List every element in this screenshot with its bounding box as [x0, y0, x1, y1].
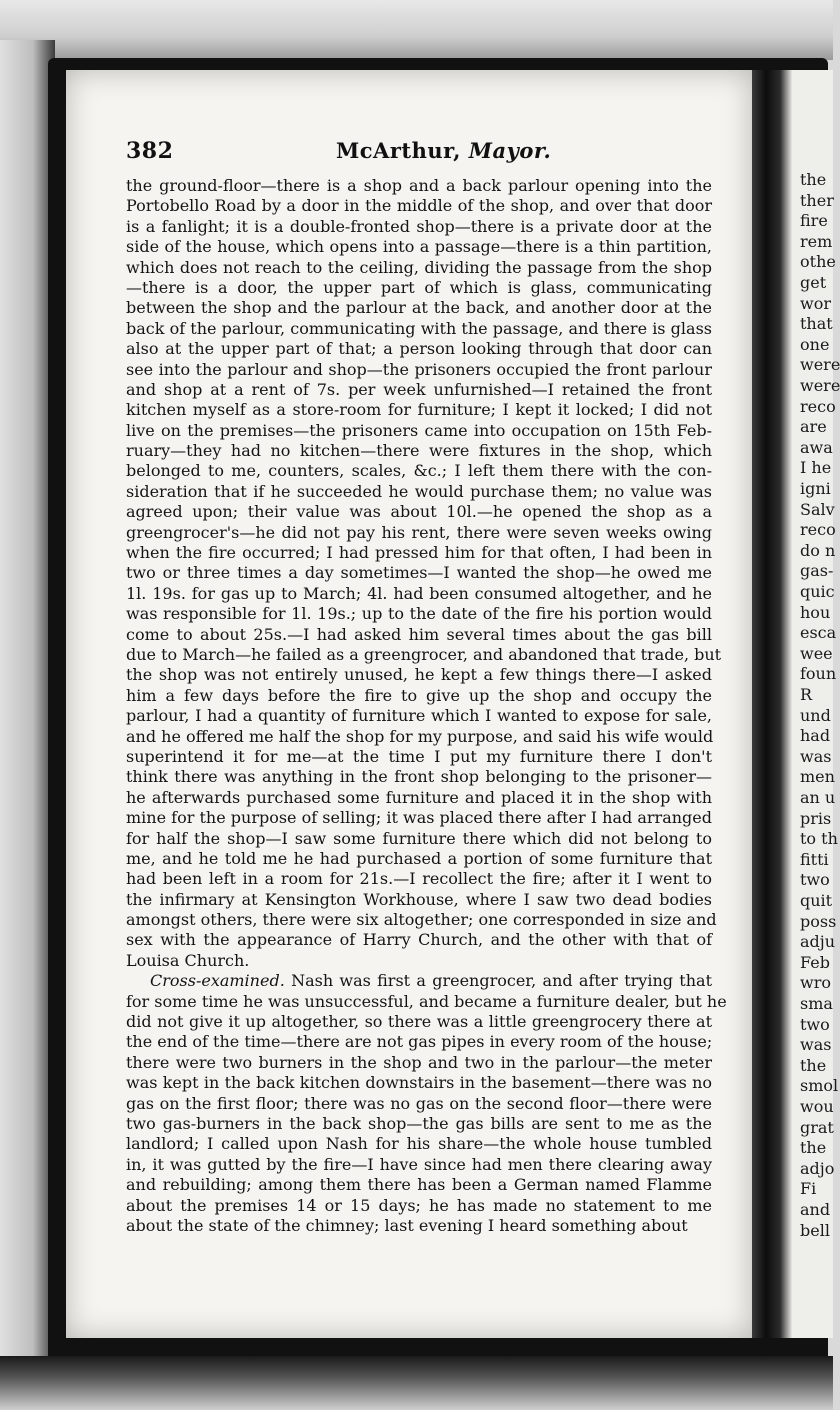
text-line: the ground-floor—there is a shop and a back parlour opening into the [126, 176, 712, 195]
text-line: greengrocer's—he did not pay his rent, there were seven weeks owing [126, 522, 712, 542]
text-line: see into the parlour and shop—the prisoners occupied the front parlour [126, 359, 712, 379]
facing-page-fragment: esca [800, 623, 837, 643]
text-line: mine for the purpose of selling; it was placed there after I had arranged [126, 808, 712, 828]
text-line: 1l. 19s. for gas up to March; 4l. had been consumed altogether, and he [126, 583, 712, 603]
facing-page-fragment: adju [800, 932, 836, 952]
facing-page-fragment: I he [800, 458, 832, 478]
facing-page-fragment: an u [800, 788, 836, 807]
facing-page-fragment: were [800, 376, 840, 395]
text-line: the end of the time—there are not gas pipes in every room of the house; [126, 1032, 713, 1052]
scan-bottom-margin [0, 1356, 833, 1410]
facing-page-fragment: two [800, 870, 830, 890]
text-line: kitchen myself as a store-room for furniture; I kept it locked; I did not [126, 400, 712, 420]
text-line: come to about 25s.—I had asked him several times about the gas bill [126, 624, 712, 644]
text-line: is a fanlight; it is a double-fronted shop—there is a private door at the [126, 216, 712, 236]
facing-page-fragment: and [800, 1200, 831, 1219]
facing-page-fragment: wor [800, 293, 831, 313]
facing-page-fragment: bell [800, 1220, 830, 1240]
text-line: Portobello Road by a door in the middle of the shop, and over that door [126, 196, 712, 216]
text-line: ruary—they had no kitchen—there were fixtures in the shop, which [126, 441, 712, 461]
facing-page-fragment: quic [800, 582, 835, 601]
running-head [336, 138, 551, 163]
facing-page-fragment: sma [800, 994, 833, 1013]
facing-page-fragment: hou [800, 602, 831, 622]
facing-page-fragment: were [800, 355, 840, 375]
text-line: due to March—he failed as a greengrocer, and abandoned that trade, but [126, 644, 722, 664]
facing-page-fragment: Fi [800, 1179, 817, 1199]
body-text [126, 176, 727, 1236]
facing-page-fragment: get [800, 273, 827, 292]
text-line: belonged to me, counters, scales, &c.; I left them there with the con- [126, 461, 712, 481]
facing-page-fragment: that [800, 314, 833, 334]
text-line: and shop at a rent of 7s. per week unfurnished—I retained the front [126, 379, 712, 399]
text-line: which does not reach to the ceiling, dividing the passage from the shop [126, 257, 712, 277]
text-line: and he offered me half the shop for my purpose, and said his wife would [126, 726, 714, 746]
text-line: sex with the appearance of Harry Church, and the other with that of [126, 930, 712, 950]
facing-page-fragment: the [800, 1138, 827, 1158]
text-line: —there is a door, the upper part of which is glass, communicating [126, 277, 712, 297]
text-line: me, and he told me he had purchased a portion of some furniture that [126, 848, 712, 868]
facing-page-fragment: wee [800, 643, 833, 663]
running-head-name: McArthur, [336, 138, 461, 163]
facing-page-fragment: the [800, 170, 827, 189]
text-line: two or three times a day sometimes—I wanted the shop—he owed me [126, 563, 712, 583]
facing-page-edge [792, 70, 840, 1338]
text-line: agreed upon; their value was about 10l.—he opened the shop as a [126, 502, 712, 522]
facing-page-fragment: the [800, 1055, 827, 1075]
facing-page-fragment: foun [800, 664, 837, 684]
text-line: the shop was not entirely unused, he kept a few things there—I asked [126, 665, 712, 685]
facing-page-fragment: to th [800, 829, 838, 849]
facing-page-fragment: fitti [800, 849, 829, 869]
text-line: live on the premises—the prisoners came into occupation on 15th Feb- [126, 420, 712, 440]
text-line: two gas-burners in the back shop—the gas bills are sent to me as the [126, 1113, 712, 1133]
text-line: side of the house, which opens into a passage—there is a thin partition, [126, 237, 712, 257]
text-line: Louisa Church. [126, 950, 250, 970]
scan-left-edge [0, 40, 55, 1370]
text-line: amongst others, there were six altogether; one corresponded in size and [126, 910, 717, 930]
facing-page-fragment: adjo [800, 1158, 835, 1178]
facing-page-fragment: rem [800, 231, 833, 251]
text-line: was responsible for 1l. 19s.; up to the date of the fire his portion would [126, 604, 712, 624]
facing-page-fragment: quit [800, 891, 833, 910]
text-line: about the state of the chimney; last evening I heard something about [126, 1215, 688, 1235]
text-line: the infirmary at Kensington Workhouse, where I saw two dead bodies [126, 889, 712, 909]
facing-page-fragment: was [800, 746, 832, 766]
facing-page-fragment: one [800, 334, 830, 354]
facing-page-fragment: fire [800, 211, 828, 231]
facing-page-fragment: are [800, 417, 827, 437]
text-line: between the shop and the parlour at the back, and another door at the [126, 298, 712, 318]
facing-page-fragment: othe [800, 252, 836, 272]
cross-examined-label: Cross-examined. [150, 971, 285, 991]
text-line: superintend it for me—at the time I put my furniture there I don't [126, 746, 712, 766]
facing-page-fragment: two [800, 1014, 830, 1034]
text-line: about the premises 14 or 15 days; he has made no statement to me [126, 1195, 712, 1215]
text-line: sideration that if he succeeded he would purchase them; no value was [126, 481, 712, 501]
facing-page-fragment: smol [800, 1076, 839, 1096]
text-line: in, it was gutted by the fire—I have since had men there clearing away [126, 1154, 712, 1174]
cross-examined-text: Nash was first a greengrocer, and after trying that [284, 971, 712, 991]
facing-page-fragment: reco [800, 396, 836, 416]
facing-page-fragment: awa [800, 437, 833, 457]
text-line: also at the upper part of that; a person looking through that door can [126, 339, 712, 359]
facing-page-fragment: ther [800, 190, 834, 210]
facing-page-fragment: Feb [800, 952, 830, 972]
running-head-title: Mayor. [468, 138, 552, 163]
facing-page-fragment: R [800, 685, 813, 704]
text-line: did not give it up altogether, so there was a little greengrocery there at [126, 1012, 712, 1032]
text-line: gas on the first floor; there was no gas on the second floor—there were [126, 1093, 712, 1113]
facing-page-fragment: Salv [800, 499, 835, 519]
facing-page-fragment: igni [800, 479, 831, 498]
text-line: him a few days before the fire to give up the shop and occupy the [126, 685, 712, 705]
text-line: he afterwards purchased some furniture and placed it in the shop with [126, 787, 712, 807]
facing-page-fragment: reco [800, 520, 836, 540]
facing-page-fragment: wou [800, 1097, 834, 1116]
page-number: 382 [126, 138, 174, 164]
facing-page-fragment: do n [800, 540, 836, 560]
text-line: there were two burners in the shop and two in the parlour—the meter [126, 1052, 712, 1072]
facing-page-fragment: gas- [800, 561, 834, 581]
facing-page-fragment: men [800, 767, 835, 787]
text-line: was kept in the back kitchen downstairs in the basement—there was no [126, 1073, 712, 1093]
facing-page-fragment: had [800, 726, 831, 746]
text-line: when the fire occurred; I had pressed him for that often, I had been in [126, 543, 712, 563]
text-line: back of the parlour, communicating with the passage, and there is glass [126, 318, 712, 338]
scan-top-margin [0, 0, 833, 60]
book-page [66, 70, 752, 1338]
text-line: for half the shop—I saw some furniture there which did not belong to [126, 828, 712, 848]
facing-page-fragment: poss [800, 911, 837, 931]
book-gutter [752, 70, 792, 1338]
text-line: and rebuilding; among them there has been a German named Flamme [126, 1175, 712, 1195]
facing-page-fragment: was [800, 1035, 832, 1055]
text-line: landlord; I called upon Nash for his share—the whole house tumbled [126, 1134, 712, 1154]
facing-page-fragment: wro [800, 973, 831, 993]
facing-page-fragment: pris [800, 808, 832, 828]
text-line: think there was anything in the front shop belonging to the prisoner— [126, 767, 712, 787]
text-line: had been left in a room for 21s.—I recollect the fire; after it I went to [126, 869, 712, 889]
cross-examined-line [126, 971, 712, 991]
page-header [126, 138, 726, 168]
facing-page-fragment: und [800, 705, 831, 725]
facing-page-fragment: grat [800, 1117, 834, 1137]
text-line: parlour, I had a quantity of furniture which I wanted to expose for sale, [126, 706, 712, 726]
text-line: for some time he was unsuccessful, and became a furniture dealer, but he [126, 991, 727, 1011]
